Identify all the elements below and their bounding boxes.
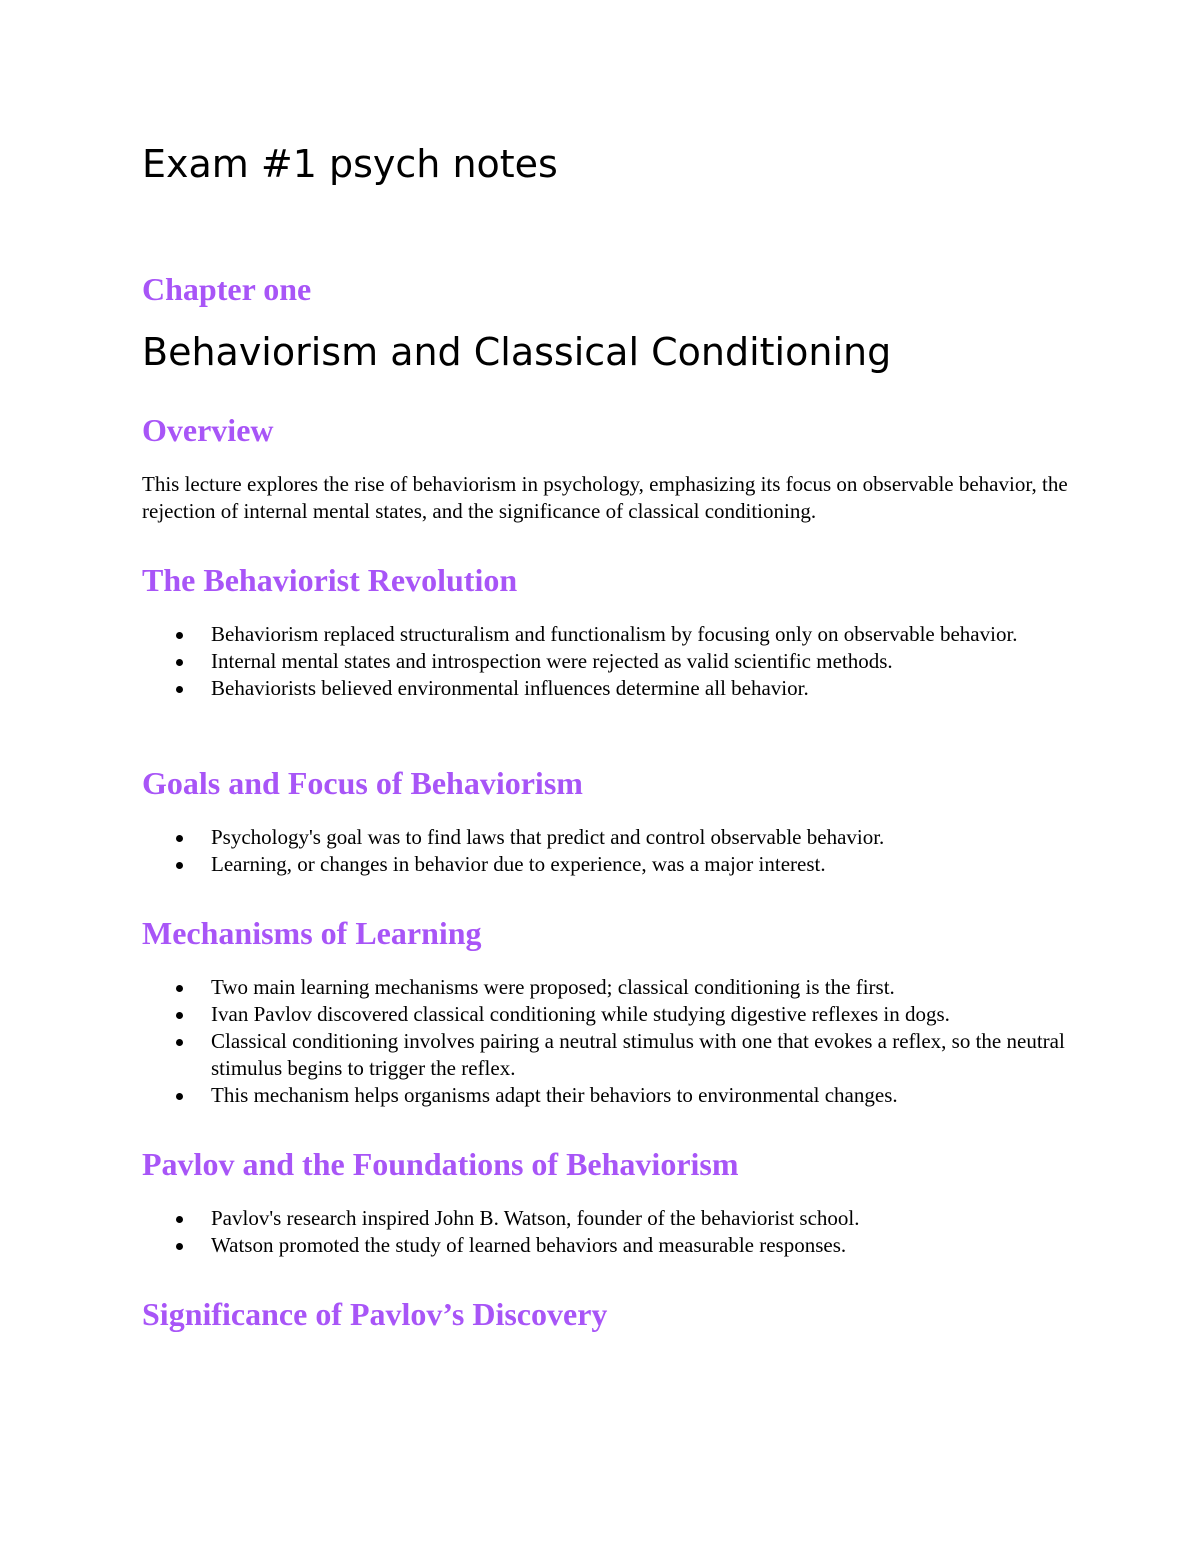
list-item-text: This mechanism helps organisms adapt their behaviors to environmental changes. <box>211 1083 898 1107</box>
list-item-text: Ivan Pavlov discovered classical conditioning while studying digestive reflexes in dogs. <box>211 1002 950 1026</box>
bullet-icon <box>176 835 183 842</box>
list-item <box>142 974 1072 1001</box>
section-heading: Overview <box>142 412 274 448</box>
list-item <box>142 851 1072 878</box>
list-item <box>142 1232 1072 1259</box>
bullet-icon <box>176 862 183 869</box>
list-item-text: Two main learning mechanisms were proposed; classical conditioning is the first. <box>211 975 895 999</box>
list-item <box>142 648 1072 675</box>
list-item <box>142 621 1072 648</box>
bullet-icon <box>176 1243 183 1250</box>
bullet-icon <box>176 985 183 992</box>
list-item <box>142 1028 1072 1082</box>
list-item <box>142 1082 1072 1109</box>
list-item-text: Psychology's goal was to find laws that predict and control observable behavior. <box>211 825 885 849</box>
bullet-icon <box>176 1216 183 1223</box>
bullet-list <box>142 974 1072 1109</box>
section-heading: Mechanisms of Learning <box>142 915 482 951</box>
section-goals-and-focus <box>142 764 1072 878</box>
list-item <box>142 675 1072 702</box>
list-item <box>142 1205 1072 1232</box>
bullet-icon <box>176 632 183 639</box>
list-item <box>142 1001 1072 1028</box>
chapter-label: Chapter one <box>142 271 312 307</box>
bullet-icon <box>176 1039 183 1046</box>
bullet-icon <box>176 686 183 693</box>
section-paragraph: This lecture explores the rise of behaviorism in psychology, emphasizing its focus on observable behavior, the rejection of internal mental states, and the significance of classical conditioning. <box>142 472 1068 523</box>
bullet-icon <box>176 1012 183 1019</box>
document-title: Exam #1 psych notes <box>142 142 558 186</box>
section-heading: Significance of Pavlov’s Discovery <box>142 1296 608 1332</box>
section-heading: Pavlov and the Foundations of Behaviorism <box>142 1146 739 1182</box>
section-behaviorist-revolution <box>142 561 1072 702</box>
bullet-list <box>142 621 1072 702</box>
list-item-text: Internal mental states and introspection were rejected as valid scientific methods. <box>211 649 893 673</box>
list-item-text: Learning, or changes in behavior due to experience, was a major interest. <box>211 852 826 876</box>
bullet-list <box>142 824 1072 878</box>
section-heading: Goals and Focus of Behaviorism <box>142 765 583 801</box>
list-item-text: Classical conditioning involves pairing a neutral stimulus with one that evokes a reflex, so the neutral stimulus begins to trigger the reflex. <box>211 1029 1065 1080</box>
bullet-list <box>142 1205 1072 1259</box>
bullet-icon <box>176 1093 183 1100</box>
list-item-text: Pavlov's research inspired John B. Watson, founder of the behaviorist school. <box>211 1206 860 1230</box>
section-significance-of-discovery <box>142 1295 1072 1333</box>
bullet-icon <box>176 659 183 666</box>
section-heading: The Behaviorist Revolution <box>142 562 518 598</box>
list-item-text: Behaviorists believed environmental influences determine all behavior. <box>211 676 809 700</box>
list-item-text: Behaviorism replaced structuralism and functionalism by focusing only on observable behavior. <box>211 622 1018 646</box>
section-mechanisms-of-learning <box>142 914 1072 1109</box>
list-item <box>142 824 1072 851</box>
chapter-title: Behaviorism and Classical Conditioning <box>142 330 892 374</box>
section-overview <box>142 411 1072 525</box>
list-item-text: Watson promoted the study of learned behaviors and measurable responses. <box>211 1233 847 1257</box>
section-pavlov-foundations <box>142 1145 1072 1259</box>
